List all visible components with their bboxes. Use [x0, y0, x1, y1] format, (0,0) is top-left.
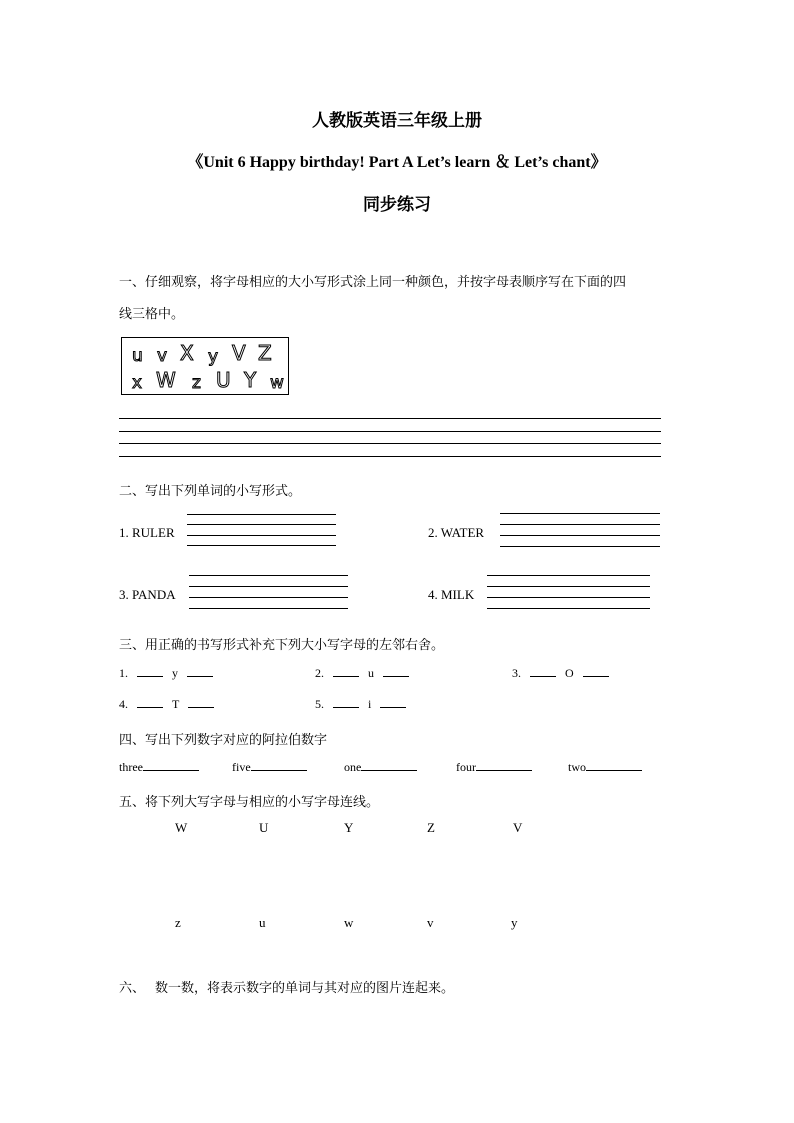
- given-letter: T: [172, 697, 180, 711]
- section6-number: 六、: [119, 981, 146, 996]
- writing-line: [189, 575, 348, 576]
- answer-blank[interactable]: [476, 770, 532, 771]
- letter: X: [180, 341, 194, 365]
- word-label: two: [568, 760, 586, 774]
- writing-line: [500, 513, 660, 514]
- answer-blank[interactable]: [361, 770, 417, 771]
- section1-instruction: 一、仔细观察，将字母相应的大小写形式涂上同一种颜色，并按字母表顺序写在下面的四: [119, 275, 627, 290]
- number-word: [456, 760, 532, 775]
- answer-blank[interactable]: [143, 770, 199, 771]
- writing-line: [187, 524, 336, 525]
- word-item: 1. RULER: [119, 525, 175, 540]
- worksheet-heading: 同步练习: [363, 195, 431, 214]
- letter: y: [208, 347, 219, 367]
- writing-line: [119, 456, 661, 457]
- worksheet-subtitle: 《Unit 6 Happy birthday! Part A Let’s learn ＆ Let’s chant》: [187, 154, 607, 171]
- writing-line: [500, 546, 660, 547]
- lower-letter[interactable]: v: [427, 915, 434, 930]
- upper-letter[interactable]: Y: [344, 820, 354, 835]
- letter: Z: [258, 341, 272, 365]
- writing-line: [119, 443, 661, 444]
- word-item: 4. MILK: [428, 587, 475, 602]
- letter-box: [121, 337, 289, 395]
- fill-item: [119, 697, 214, 712]
- letter: Y: [244, 368, 257, 392]
- writing-line: [189, 597, 348, 598]
- word-label: one: [344, 760, 362, 774]
- worksheet-title: 人教版英语三年级上册: [312, 111, 482, 130]
- answer-blank[interactable]: [586, 770, 642, 771]
- writing-line: [487, 586, 650, 587]
- upper-letter[interactable]: U: [259, 820, 269, 835]
- answer-blank[interactable]: [333, 676, 359, 677]
- writing-line: [119, 431, 661, 432]
- answer-blank[interactable]: [137, 707, 163, 708]
- writing-line: [487, 608, 650, 609]
- fill-item: [512, 666, 609, 681]
- writing-line: [487, 575, 650, 576]
- writing-line: [487, 597, 650, 598]
- word-label: four: [456, 760, 476, 774]
- upper-letter[interactable]: Z: [427, 820, 435, 835]
- item-number: 2.: [315, 666, 324, 680]
- letter: x: [132, 373, 143, 393]
- given-letter: u: [368, 666, 374, 680]
- word-label: five: [232, 760, 251, 774]
- writing-line: [187, 535, 336, 536]
- writing-line: [187, 545, 336, 546]
- word-item: 3. PANDA: [119, 587, 176, 602]
- item-number: 4.: [119, 697, 128, 711]
- answer-blank[interactable]: [383, 676, 409, 677]
- writing-line: [189, 586, 348, 587]
- fill-item: [315, 697, 406, 712]
- given-letter: O: [565, 666, 574, 680]
- letter: W: [156, 368, 176, 392]
- word-item: 2. WATER: [428, 525, 485, 540]
- lower-letter[interactable]: w: [344, 915, 354, 930]
- upper-letter[interactable]: V: [513, 820, 523, 835]
- word-label: three: [119, 760, 143, 774]
- item-number: 1.: [119, 666, 128, 680]
- answer-blank[interactable]: [583, 676, 609, 677]
- answer-blank[interactable]: [380, 707, 406, 708]
- section3-instruction: 三、用正确的书写形式补充下列大小写字母的左邻右舍。: [119, 638, 445, 653]
- answer-blank[interactable]: [137, 676, 163, 677]
- answer-blank[interactable]: [530, 676, 556, 677]
- item-number: 3.: [512, 666, 521, 680]
- answer-blank[interactable]: [187, 676, 213, 677]
- writing-line: [189, 608, 348, 609]
- lower-letter[interactable]: z: [175, 915, 181, 930]
- answer-blank[interactable]: [188, 707, 214, 708]
- section6-instruction: 数一数，将表示数字的单词与其对应的图片连起来。: [155, 981, 455, 996]
- letter: v: [157, 346, 168, 366]
- answer-blank[interactable]: [333, 707, 359, 708]
- number-word: [344, 760, 417, 775]
- lower-letter[interactable]: y: [511, 915, 518, 930]
- section5-instruction: 五、将下列大写字母与相应的小写字母连线。: [119, 795, 380, 810]
- number-word: [119, 760, 199, 775]
- writing-line: [500, 524, 660, 525]
- item-number: 5.: [315, 697, 324, 711]
- number-word: [232, 760, 307, 775]
- given-letter: y: [172, 666, 178, 680]
- letter: z: [192, 373, 201, 393]
- letter: U: [216, 368, 231, 392]
- upper-letter[interactable]: W: [175, 820, 188, 835]
- writing-line: [119, 418, 661, 419]
- section4-instruction: 四、写出下列数字对应的阿拉伯数字: [119, 733, 328, 748]
- letter: V: [232, 341, 246, 365]
- section1-instruction-cont: 线三格中。: [119, 307, 185, 322]
- letter: u: [132, 346, 143, 366]
- writing-line: [500, 535, 660, 536]
- lower-letter[interactable]: u: [259, 915, 266, 930]
- fill-item: [315, 666, 409, 681]
- letter: w: [270, 373, 284, 393]
- writing-line: [187, 514, 336, 515]
- number-word: [568, 760, 642, 775]
- fill-item: [119, 666, 213, 681]
- section2-instruction: 二、写出下列单词的小写形式。: [119, 484, 302, 499]
- answer-blank[interactable]: [251, 770, 307, 771]
- given-letter: i: [368, 697, 372, 711]
